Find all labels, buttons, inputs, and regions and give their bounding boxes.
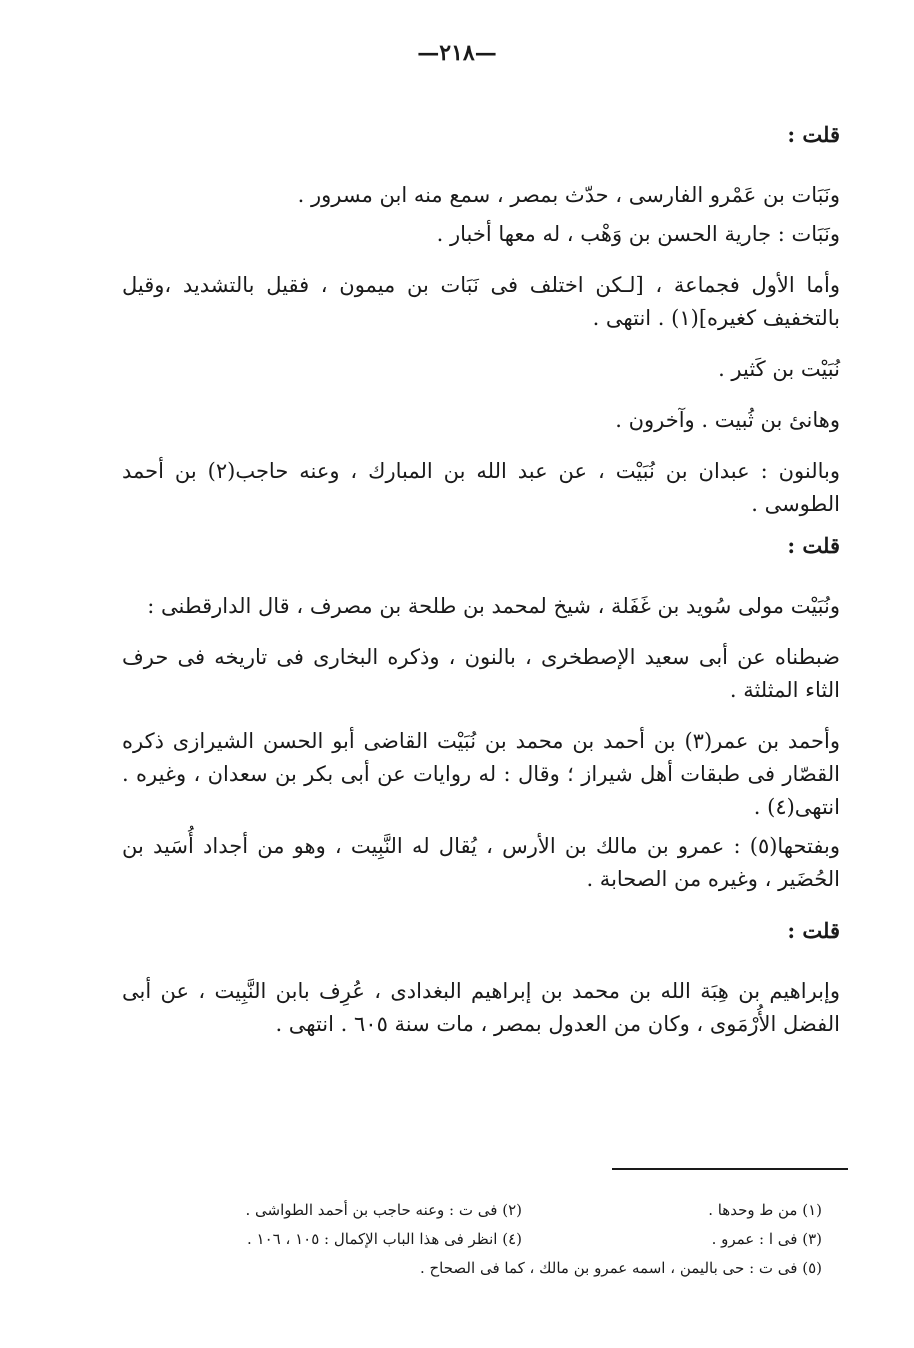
paragraph: ونَبَات بن عَمْرو الفارسى ، حدّث بمصر ، سمع منه ابن مسرور . <box>297 183 840 207</box>
footnote: (١) من ط وحدها . <box>708 1201 822 1219</box>
paragraph: ضبطناه عن أبى سعيد الإصطخرى ، بالنون ، وذكره البخارى فى تاريخه فى حرف الثاء المثلثة . <box>122 645 840 702</box>
paragraph: وبالنون : عبدان بن نُبَيْت ، عن عبد الله بن المبارك ، وعنه حاجب(٢) بن أحمد الطوسى . <box>122 459 840 516</box>
section-heading: قلت : <box>787 918 840 943</box>
paragraph: وإبراهيم بن هِبَة الله بن محمد بن إبراهيم البغدادى ، عُرِف بابن النَّبِيت ، عن أبى الفضل الأُرْمَوى ، وكان من العدول بمصر ، مات سنة ٦٠٥ . انتهى . <box>122 979 840 1036</box>
footnote: (٥) فى ت : حى باليمن ، اسمه عمرو بن مالك ، كما فى الصحاح . <box>419 1259 822 1277</box>
main-text <box>122 110 840 1059</box>
paragraph: وهانئ بن ثُبيت . وآخرون . <box>615 408 840 432</box>
section-heading: قلت : <box>787 122 840 147</box>
section-heading: قلت : <box>787 533 840 558</box>
page-number: —٢١٨— <box>417 40 497 66</box>
paragraph: ونَبَات : جارية الحسن بن وَهْب ، له معها أخبار . <box>436 222 840 246</box>
paragraph: نُبَيْت بن كَثير . <box>718 357 840 381</box>
footnote: (٣) فى ا : عمرو . <box>711 1230 822 1248</box>
paragraph: وأما الأول فجماعة ، [لـكن اختلف فى نَبَات بن ميمون ، فقيل بالتشديد ،وقيل بالتخفيف كغيره](١) . انتهى . <box>122 273 840 330</box>
footnotes <box>230 1196 822 1283</box>
footnote-divider <box>612 1168 848 1170</box>
paragraph: وبفتحها(٥) : عمرو بن مالك بن الأرس ، يُقال له النَّبِيت ، وهو من أجداد أُسَيد بن الحُضَير ، وغيره من الصحابة . <box>122 834 840 891</box>
footnote: (٤) انظر فى هذا الباب الإكمال : ١٠٥ ، ١٠٦ . <box>247 1230 522 1248</box>
paragraph: وأحمد بن عمر(٣) بن أحمد بن محمد بن نُبَيْت القاضى أبو الحسن الشيرازى ذكره القصّار فى طبقات أهل شيراز ؛ وقال : له روايات عن أبى بكر بن سعدان ، وغيره . انتهى(٤) . <box>122 729 840 819</box>
paragraph: ونُبَيْت مولى سُويد بن غَفَلة ، شيخ لمحمد بن طلحة بن مصرف ، قال الدارقطنى : <box>147 594 840 618</box>
footnote: (٢) فى ت : وعنه حاجب بن أحمد الطواشى . <box>245 1201 522 1219</box>
